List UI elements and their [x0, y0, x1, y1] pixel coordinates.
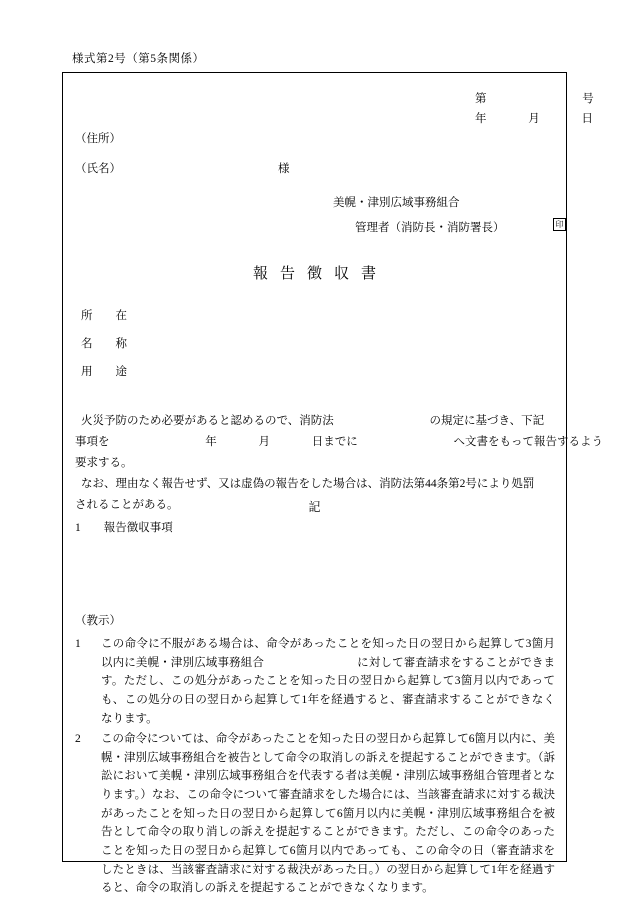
- body-line-2-b: 年: [205, 436, 217, 448]
- body-line-2: [75, 434, 603, 452]
- page-title: 報告徴収書: [252, 266, 388, 282]
- body-line-2-e: へ文書をもって報告するよう: [453, 436, 603, 448]
- list-item: [75, 635, 555, 728]
- ki-marker: 記: [308, 500, 321, 514]
- seal-icon: 印: [553, 218, 566, 231]
- name-honorific: 様: [278, 163, 290, 175]
- number-label: 第: [475, 93, 487, 105]
- name-label: （氏名）: [75, 163, 121, 175]
- report-items-heading: 1 報告徴収事項: [75, 522, 173, 534]
- date-year: 年: [475, 113, 487, 125]
- body-line-1-a: 火災予防のため必要があると認めるので、消防法: [81, 415, 334, 427]
- body-line-4: なお、理由なく報告せず、又は虚偽の報告をした場合は、消防法第44条第2号により処罰: [81, 478, 535, 490]
- date-day: 日: [581, 113, 593, 125]
- notice-text: この命令については、命令があったことを知った日の翌日から起算して6箇月以内に、美幌・津別広域事務組合を被告として命令の取消しの訴えを提起することができます。（訴訟において美幌・津別広域事務組合を代表する者は美幌・津別広域事務組合管理者となります。）なお、この命令について審査請求をした場合には、当該審査請求に対する裁決があったことを知った日の翌日から起算して6箇月以内に美幌・津別広域事務組合を被告として命令の取り消しの訴えを提起することができます。ただし、この命令のあったことを知った日の翌日から起算して6箇月以内であっても、この命令の日（審査請求をしたときは、当該審査請求に対する裁決があった日。）の翌日から起算して1年を経過すると、命令の取消しの訴えを提起することができなくなります。: [101, 733, 555, 895]
- document-number-line: [475, 91, 594, 109]
- document-frame: [62, 72, 603, 895]
- issuing-organization: 美幌・津別広域事務組合: [333, 197, 460, 209]
- field-name-label: 名 称: [81, 338, 127, 350]
- notice-list: [75, 635, 555, 900]
- body-line-2-d: 日までに: [311, 436, 358, 448]
- body-line-2-c: 月: [258, 436, 270, 448]
- body-line-1-b: の規定に基づき、下記: [429, 415, 545, 427]
- number-unit: 号: [582, 93, 594, 105]
- address-label: （住所）: [75, 133, 121, 145]
- body-line-5: されることがある。: [75, 499, 179, 511]
- list-item: [75, 730, 555, 898]
- form-code: 様式第2号（第5条関係）: [72, 53, 205, 65]
- body-line-2-a: 事項を: [75, 436, 110, 448]
- notice-text: この命令に不服がある場合は、命令があったことを知った日の翌日から起算して3箇月以内に美幌・津別広域事務組合 に対して審査請求をすることができます。ただし、この処分があったことを知った日の翌日から起算して3箇月以内であっても、この処分の日の翌日から起算して1年を経過すると、審査請求することができなくなります。: [101, 638, 555, 725]
- notice-heading: （教示）: [75, 615, 121, 627]
- body-line-3: 要求する。: [75, 457, 133, 469]
- date-month: 月: [528, 113, 540, 125]
- administrator-title: 管理者（消防長・消防署長）: [355, 222, 505, 234]
- document-date-line: [475, 111, 593, 129]
- body-line-1: [81, 413, 544, 431]
- document-inner: [63, 73, 603, 895]
- notice-number: 2: [75, 733, 81, 746]
- field-usage-label: 用 途: [81, 366, 127, 378]
- notice-number: 1: [75, 638, 81, 650]
- field-location-label: 所 在: [81, 310, 127, 322]
